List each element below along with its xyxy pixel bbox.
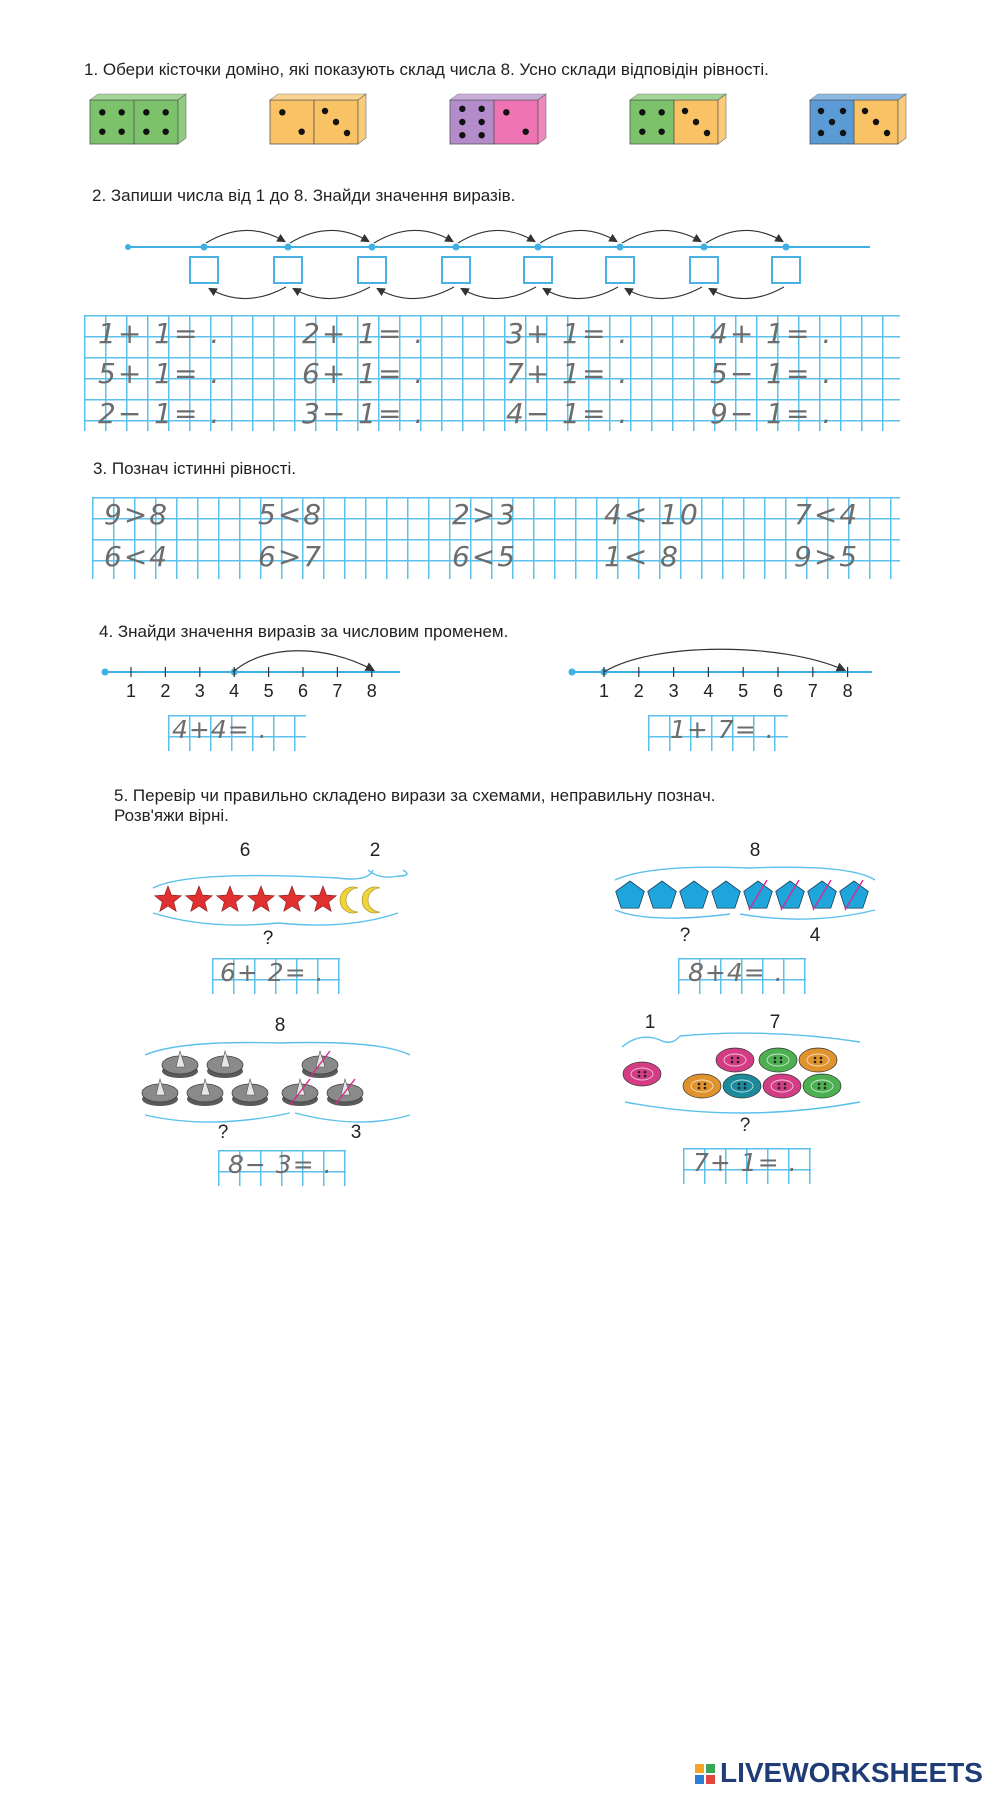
number-line-label: 1 [598,681,609,701]
number-answer-box[interactable] [273,256,303,284]
pins-expression: 8− 3= . [228,1150,333,1179]
task2-number-line [0,215,1000,315]
task2-expression[interactable]: 5− 1= . [710,357,834,390]
number-line-label: 4 [229,681,240,701]
number-answer-box[interactable] [689,256,719,284]
inequality-item[interactable]: 2>3 [452,498,518,531]
number-line-label: 7 [807,681,818,701]
stars-scheme [148,868,428,938]
number-answer-box[interactable] [523,256,553,284]
task2-expression[interactable]: 5+ 1= . [98,357,222,390]
pentagons-expression: 8+4= . [688,958,784,987]
watermark: LIVEWORKSHEETS [720,1757,983,1788]
inequality-item[interactable]: 6<5 [452,540,518,573]
number-line-label: 8 [842,681,853,701]
domino-tile[interactable] [450,92,560,152]
inequality-item[interactable]: 6<4 [104,540,170,573]
pentagon-icon [680,881,709,908]
task2-expression[interactable]: 2+ 1= . [302,317,426,350]
stars-count-left: 6 [239,840,251,861]
number-line-label: 2 [633,681,644,701]
number-answer-box[interactable] [771,256,801,284]
moon-icon [362,887,380,913]
number-line-label: 4 [703,681,714,701]
pentagon-icon [712,881,741,908]
task-2-title: 2. Запиши числа від 1 до 8. Знайди значення виразів. [92,186,516,205]
star-icon [217,886,244,911]
inequality-item[interactable]: 9>5 [794,540,860,573]
number-line-label: 1 [125,681,136,701]
buttons-scheme [620,1032,880,1132]
domino-tile[interactable] [90,92,200,152]
task2-expression[interactable]: 4− 1= . [506,397,630,430]
domino-tile[interactable] [810,92,920,152]
number-line-label: 6 [772,681,783,701]
domino-tile[interactable] [630,92,740,152]
number-line-label: 3 [668,681,679,701]
pentagon-icon [616,881,645,908]
number-answer-box[interactable] [357,256,387,284]
inequality-item[interactable]: 6>7 [258,540,324,573]
pentagons-count-top: 8 [749,840,761,861]
pentagons-scheme [610,862,890,932]
task2-expression[interactable]: 1+ 1= . [98,317,222,350]
star-icon [248,886,275,911]
pentagon-icon [648,881,677,908]
number-line-label: 6 [297,681,308,701]
number-answer-box[interactable] [605,256,635,284]
task4-left-expression: 4+4= . [172,715,268,744]
task2-expression[interactable]: 3+ 1= . [506,317,630,350]
sewing-button-icon [723,1074,761,1098]
task2-expression[interactable]: 3− 1= . [302,397,426,430]
pentagons-count-left: ? [679,925,691,946]
sewing-button-icon [763,1074,801,1098]
stars-expression: 6+ 2= . [220,958,325,987]
buttons-count-right: 7 [769,1012,781,1033]
pins-count-top: 8 [274,1015,286,1036]
buttons-count-bottom: ? [739,1115,751,1136]
pins-count-left: ? [217,1122,229,1143]
task-1-title: 1. Обери кісточки доміно, які показують склад числа 8. Усно склади відповідін рівності. [84,60,769,79]
sewing-button-icon [759,1048,797,1072]
number-answer-box[interactable] [189,256,219,284]
number-line-label: 5 [738,681,749,701]
number-line-label: 2 [160,681,171,701]
number-answer-box[interactable] [441,256,471,284]
inequality-item[interactable]: 4< 10 [604,498,700,531]
inequality-item[interactable]: 5<8 [258,498,324,531]
task2-expression[interactable]: 7+ 1= . [506,357,630,390]
sewing-button-icon [716,1048,754,1072]
pins-count-right: 3 [350,1122,362,1143]
inequality-item[interactable]: 7<4 [794,498,860,531]
sewing-button-icon [799,1048,837,1072]
sewing-button-icon [683,1074,721,1098]
buttons-expression: 7+ 1= . [693,1148,798,1177]
stars-count-right: 2 [369,840,381,861]
task4-right-expression: 1+ 7= . [670,715,775,744]
task-5-subtitle: Розв'яжи вірні. [114,806,229,825]
task-5-title: 5. Перевір чи правильно складено вирази за схемами, неправильну познач. [114,786,716,805]
inequality-item[interactable]: 1< 8 [604,540,680,573]
task2-expression[interactable]: 2− 1= . [98,397,222,430]
buttons-count-left: 1 [644,1012,656,1033]
moon-icon [340,887,358,913]
sewing-button-icon [803,1074,841,1098]
number-line-label: 8 [366,681,377,701]
number-line-label: 5 [263,681,274,701]
task2-expression[interactable]: 9− 1= . [710,397,834,430]
task2-expression[interactable]: 4+ 1= . [710,317,834,350]
task-3-title: 3. Познач істинні рівності. [93,459,296,478]
number-line-label: 7 [332,681,343,701]
star-icon [279,886,306,911]
sewing-button-icon [623,1062,661,1086]
star-icon [310,886,337,911]
stars-count-bottom: ? [262,928,274,949]
pentagons-count-right: 4 [809,925,821,946]
star-icon [155,886,182,911]
inequality-item[interactable]: 9>8 [104,498,170,531]
liveworksheets-logo-icon [695,1762,717,1788]
task-4-title: 4. Знайди значення виразів за числовим променем. [99,622,509,641]
task2-expression[interactable]: 6+ 1= . [302,357,426,390]
domino-tile[interactable] [270,92,380,152]
pins-scheme [140,1035,420,1135]
number-line-label: 3 [194,681,205,701]
star-icon [186,886,213,911]
